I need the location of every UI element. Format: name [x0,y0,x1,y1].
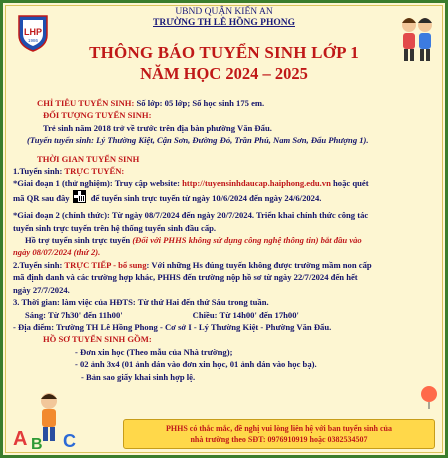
direct-line-2: mã định danh và các trường hợp khác, PHHS đến trường nộp hồ sơ từ ngày 22/7/2024 đến hết [13,272,358,283]
time-heading [13,153,441,165]
phase1-line-2: mã QR sau đây để tuyển sinh trực tuyến từ ngày 10/6/2024 đến ngày 24/6/2024. [13,190,441,204]
direct-line-1: 2.Tuyển sinh: TRỰC TIẾP - bổ sung: Với những Hs đúng tuyến không được trường mầm non cấp [13,259,372,270]
notice-content [13,97,441,383]
district-name: UBND QUẬN KIẾN AN [175,7,273,17]
phase2-line-3: Hồ trợ tuyển sinh trực tuyến (Đối với PHHS không sử dụng công nghệ thông tin) bắt đầu vào [25,235,362,246]
docs-item-2: - 02 ảnh 3x4 (01 ảnh dán vào đơn xin học, 01 ảnh dán vào học bạ). [75,359,317,370]
kids-abc-illustration-icon [9,387,79,453]
target-heading [13,109,441,121]
target-line-2: (Tuyến tuyển sinh: Lý Thường Kiệt, Cận Sơn, Đường Đỏ, Trần Phú, Nam Sơn, Đẩu Phượng 1). [27,135,369,146]
docs-label: HỒ SƠ TUYỂN SINH GỒM: [43,334,152,345]
qr-code-icon[interactable] [73,190,86,203]
target-line-1: Trẻ sinh năm 2018 trở về trước trên địa bàn phường Văn Đẩu. [43,122,272,133]
quota-value: Số lớp: 05 lớp; Số học sinh 175 em. [134,98,265,108]
time-label: THỜI GIAN TUYỂN SINH [37,153,140,164]
school-name: TRƯỜNG TH LÊ HỒNG PHONG [153,18,295,28]
school-year: NĂM HỌC 2024 – 2025 [140,64,308,83]
quota-line [13,97,441,109]
target-label: ĐỐI TƯỢNG TUYỂN SINH: [43,110,152,121]
balloon-icon [416,383,442,409]
contact-box [123,419,435,449]
contact-line-1: PHHS có thắc mắc, đề nghị vui lòng liên hệ với ban tuyển sinh của [165,424,393,433]
svg-text:A: A [13,428,28,450]
registration-link[interactable]: http://tuyensinhdaucap.haiphong.edu.vn [182,178,331,189]
docs-item-3: - Bản sao giấy khai sinh hợp lệ. [81,371,196,382]
svg-text:C: C [63,431,76,451]
svg-text:LHP: LHP [24,27,42,37]
work-hours-heading: 3. Thời gian: làm việc của HĐTS: Từ thứ Hai đến thứ Sáu trong tuần. [13,297,269,308]
quota-label: CHỈ TIÊU TUYỂN SINH: [37,98,135,108]
docs-item-1: - Đơn xin học (Theo mẫu của Nhà trường); [75,346,233,357]
phase2-line-2: tuyển sinh trực tuyến trên hệ thống tuyển sinh đầu cấp. [13,222,217,233]
docs-heading [13,333,441,345]
logo-year: 1986 [27,38,39,43]
phase2-line-4: ngày 08/07/2024 (thứ 2). [13,247,101,258]
notice-title: THÔNG BÁO TUYỂN SINH LỚP 1 [89,43,359,62]
svg-text:B: B [31,436,43,453]
place-line: - Địa điểm: Trường TH Lê Hồng Phong - Cơ sở I - Lý Thường Kiệt - Phường Văn Đẩu. [13,321,332,332]
contact-line-2: nhà trường theo SĐT: 0976910919 hoặc 0382534507 [190,435,368,444]
direct-line-3: ngày 27/7/2024. [13,284,70,295]
phase1-line-1: *Giai đoạn 1 (thử nghiệm): Truy cập website: http://tuyensinhdaucap.haiphong.edu.vn hoặc quét [13,178,369,189]
work-hours-line: Sáng: Từ 7h30' đến 11h00' Chiều: Từ 14h00' đến 17h00' [25,309,299,320]
online-heading: 1.Tuyển sinh: TRỰC TUYẾN: [13,166,125,177]
school-header [3,7,445,29]
phase2-line-1: *Giai đoạn 2 (chính thức): Từ ngày 08/7/2024 đến ngày 20/7/2024. Triển khai chính thức công tác [13,210,369,221]
